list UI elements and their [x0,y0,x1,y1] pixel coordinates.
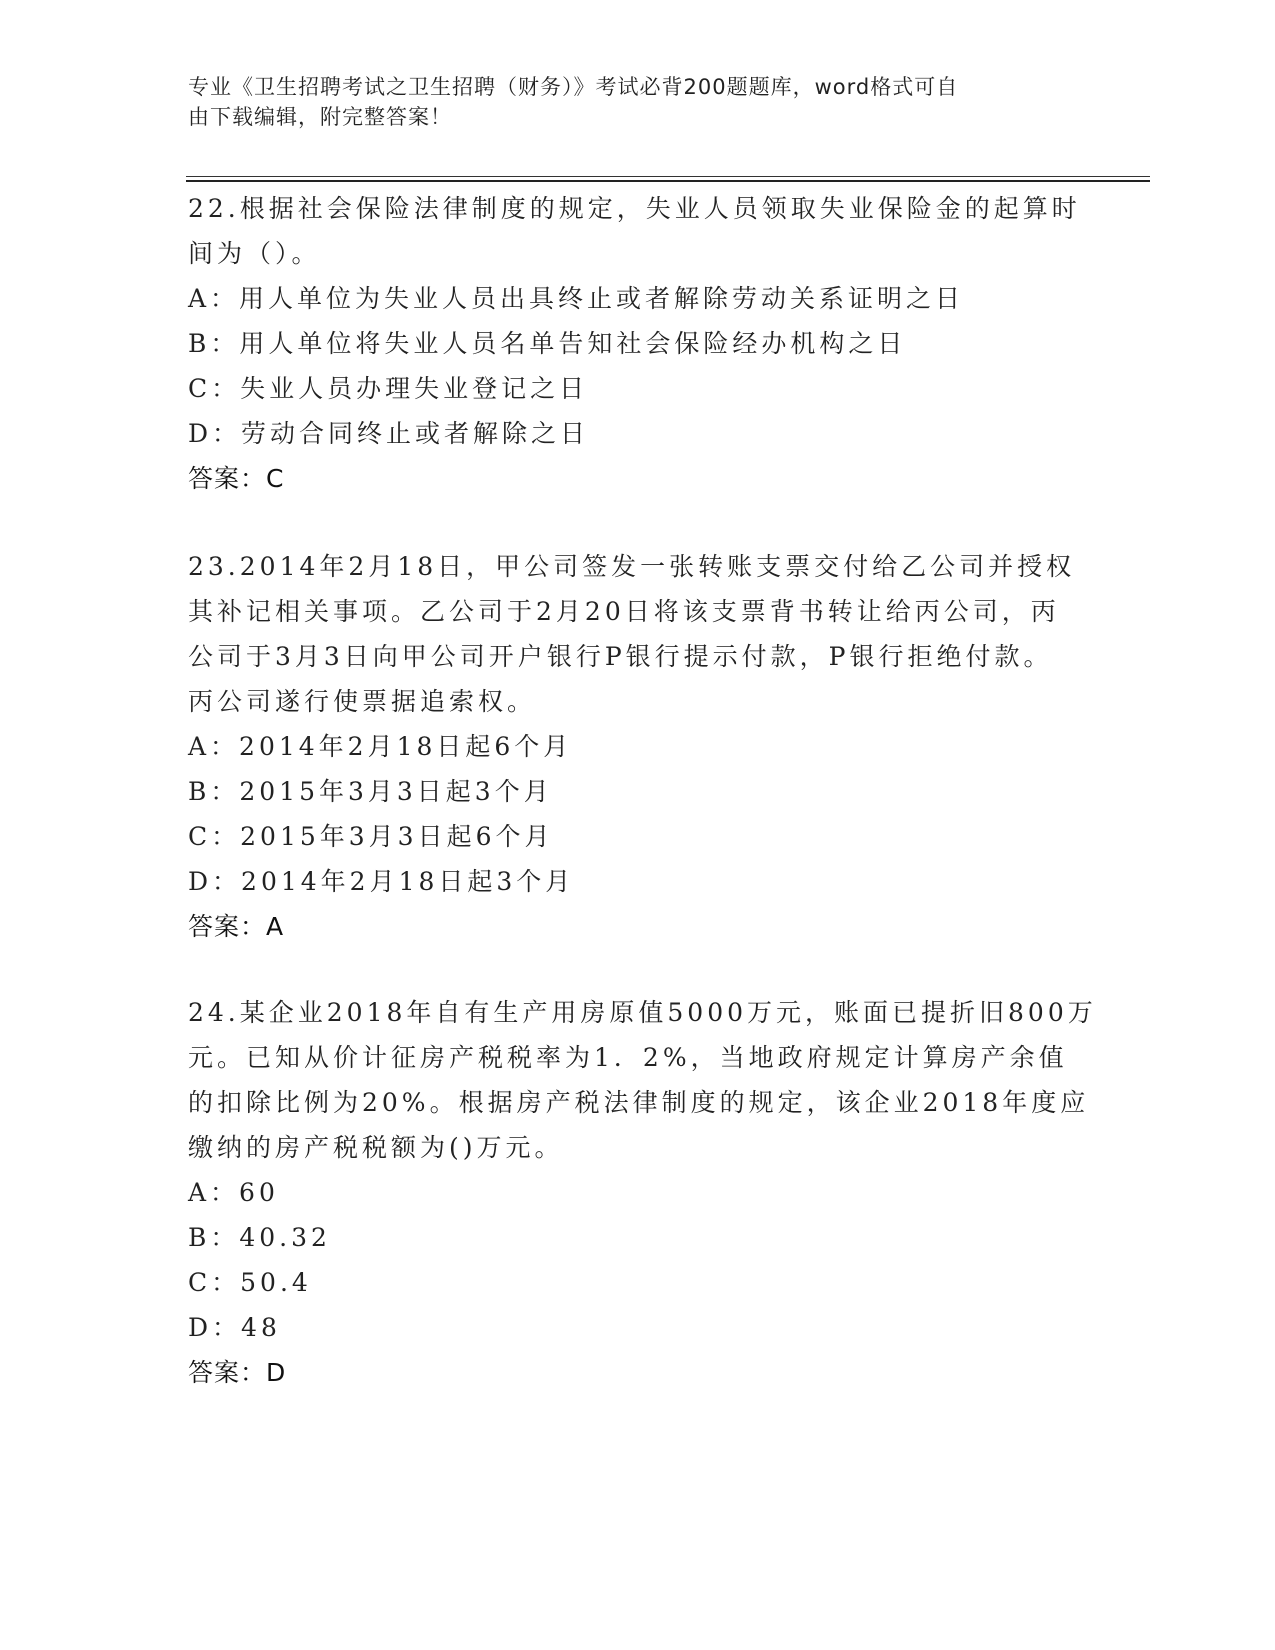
header-line-2: 由下载编辑，附完整答案！ [188,105,452,129]
question-stem-line: 缴纳的房产税税额为()万元。 [188,1133,564,1162]
option-b: B：用人单位将失业人员名单告知社会保险经办机构之日 [188,329,907,358]
option-a: A：用人单位为失业人员出具终止或者解除劳动关系证明之日 [188,284,965,313]
question-stem-line: 的扣除比例为20%。根据房产税法律制度的规定，该企业2018年度应 [188,1088,1090,1117]
question-stem-line: 丙公司遂行使票据追索权。 [188,687,537,716]
header-divider-thin [186,176,1150,177]
answer-line: 答案：C [188,464,285,493]
option-c: C：50.4 [188,1268,312,1297]
option-c: C：2015年3月3日起6个月 [188,822,554,851]
answer-line: 答案：A [188,912,285,941]
question-stem-line: 23.2014年2月18日，甲公司签发一张转账支票交付给乙公司并授权 [188,552,1076,581]
option-b: B：2015年3月3日起3个月 [188,777,553,806]
option-d: D：2014年2月18日起3个月 [188,867,575,896]
question-stem-line: 公司于3月3日向甲公司开户银行P银行提示付款，P银行拒绝付款。 [188,642,1053,671]
question-23 [188,544,1088,949]
question-stem-line: 元。已知从价计征房产税税率为1．2%，当地政府规定计算房产余值 [188,1043,1068,1072]
question-stem-line: 24.某企业2018年自有生产用房原值5000万元，账面已提折旧800万 [188,998,1097,1027]
answer-line: 答案：D [188,1358,287,1387]
header-line-1: 专业《卫生招聘考试之卫生招聘（财务）》考试必背200题题库，word格式可自 [188,75,959,99]
question-24 [188,990,1097,1395]
option-a: A：2014年2月18日起6个月 [188,732,573,761]
question-stem-line: 间为（）。 [188,239,321,268]
header-divider-thick [186,180,1150,182]
question-22 [188,186,1088,501]
question-stem-line: 22.根据社会保险法律制度的规定，失业人员领取失业保险金的起算时 [188,194,1081,223]
option-a: A：60 [188,1178,279,1207]
document-header [188,72,1068,132]
option-d: D：劳动合同终止或者解除之日 [188,419,590,448]
question-stem-line: 其补记相关事项。乙公司于2月20日将该支票背书转让给丙公司，丙 [188,597,1060,626]
option-c: C：失业人员办理失业登记之日 [188,374,589,403]
option-d: D：48 [188,1313,281,1342]
option-b: B：40.32 [188,1223,331,1252]
